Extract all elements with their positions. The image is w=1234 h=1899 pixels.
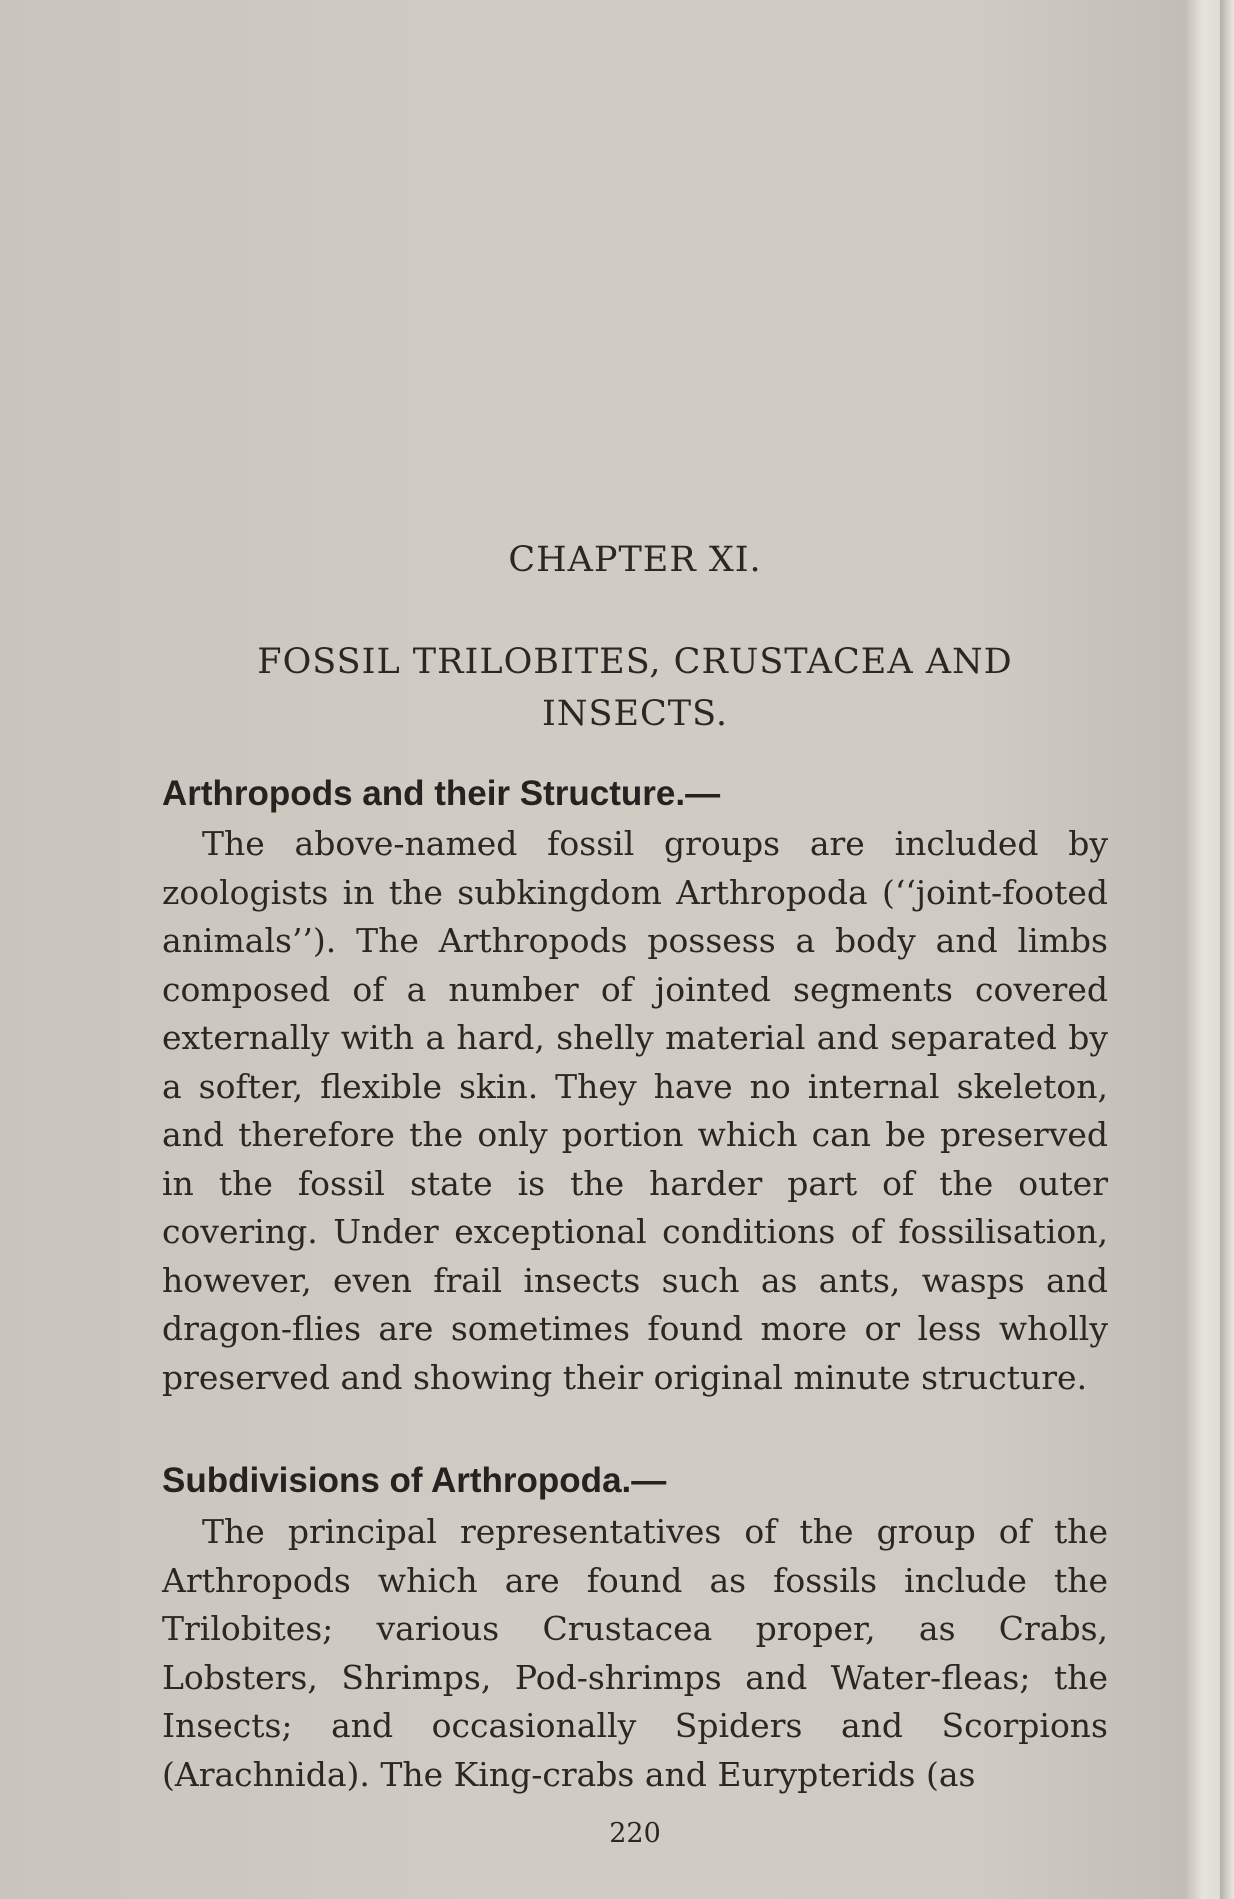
section-heading-subdivisions: Subdivisions of Arthropoda.—	[162, 1461, 667, 1500]
chapter-number: CHAPTER XI.	[508, 540, 762, 580]
section-heading-structure: Arthropods and their Structure.—	[162, 774, 721, 813]
paragraph-structure: The above-named fossil groups are included by zoologists in the subkingdom Arthropoda (‘‘joint-footed animals’’). The Arthropods possess a body and limbs composed of a number of jointed segments covered externally with a hard, shelly material and separated by a softer, flexible skin. They have no internal skeleton, and therefore the only portion which can be preserved in the fossil state is the harder part of the outer covering. Under exceptional conditions of fossilisation, however, even frail insects such as ants, wasps and dragon-flies are sometimes found more or less wholly preserved and showing their original minute structure.	[162, 824, 1108, 1397]
page-edge	[1220, 0, 1234, 1899]
chapter-title	[0, 636, 1234, 740]
page-number: 220	[609, 1818, 661, 1849]
chapter-title-line-1: FOSSIL TRILOBITES, CRUSTACEA AND	[257, 642, 1013, 682]
chapter-title-line-2: INSECTS.	[542, 694, 728, 734]
paragraph-subdivisions: The principal representatives of the group of the Arthropods which are found as fossils include the Trilobites; various Crustacea proper, as Crabs, Lobsters, Shrimps, Pod-shrimps and Water-fleas; the Insects; and occasionally Spiders and Scorpions (Arachnida). The King-crabs and Eurypterids (as	[162, 1512, 1108, 1794]
